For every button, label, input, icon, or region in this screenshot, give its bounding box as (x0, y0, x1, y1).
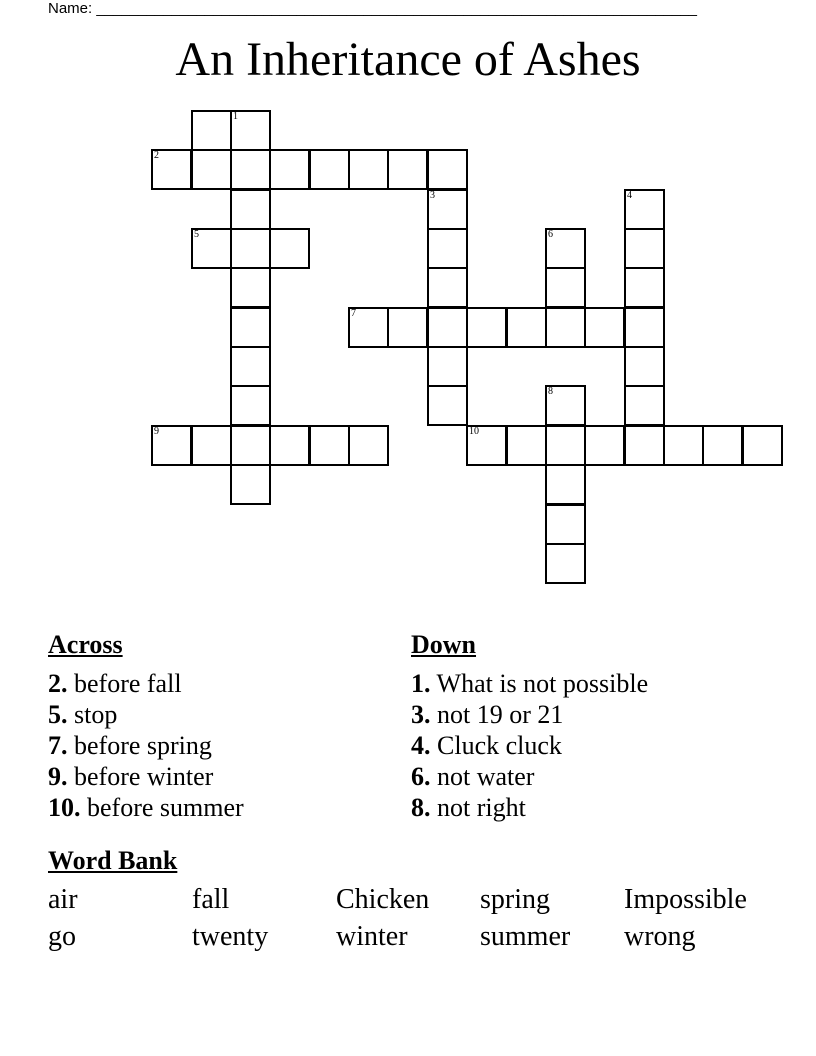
grid-cell[interactable] (545, 425, 586, 466)
word-bank-item: Impossible (624, 884, 747, 915)
grid-cell[interactable] (624, 385, 665, 426)
clue-number: 5. (48, 700, 68, 729)
clue-number: 7. (48, 731, 68, 760)
grid-cell[interactable] (230, 149, 271, 190)
clue-number: 10 (469, 426, 479, 437)
clue-number: 2. (48, 669, 68, 698)
grid-cell[interactable] (427, 228, 468, 269)
clue-text: What is not possible (430, 669, 649, 698)
across-clue (48, 761, 244, 792)
grid-cell[interactable] (309, 425, 350, 466)
grid-cell[interactable] (230, 425, 271, 466)
clue-number: 1 (233, 111, 238, 122)
grid-cell[interactable] (269, 228, 310, 269)
grid-cell[interactable] (191, 110, 232, 151)
grid-cell[interactable] (151, 425, 192, 466)
clue-number: 4. (411, 731, 431, 760)
grid-cell[interactable] (387, 149, 428, 190)
across-clue-list (48, 668, 244, 823)
grid-cell[interactable] (466, 307, 507, 348)
down-clue (411, 792, 648, 823)
across-clue (48, 668, 244, 699)
grid-cell[interactable] (230, 228, 271, 269)
grid-cell[interactable] (624, 228, 665, 269)
grid-cell[interactable] (506, 307, 547, 348)
word-bank-item: spring (480, 884, 550, 915)
down-clue (411, 699, 648, 730)
clue-text: Cluck cluck (430, 731, 562, 760)
clue-number: 6. (411, 762, 431, 791)
grid-cell[interactable] (230, 189, 271, 230)
grid-cell[interactable] (545, 307, 586, 348)
clue-text: stop (67, 700, 118, 729)
grid-cell[interactable] (230, 307, 271, 348)
across-clue (48, 730, 244, 761)
grid-cell[interactable] (545, 385, 586, 426)
grid-cell[interactable] (230, 385, 271, 426)
word-bank-heading: Word Bank (48, 846, 178, 875)
grid-cell[interactable] (191, 228, 232, 269)
grid-cell[interactable] (427, 346, 468, 387)
grid-cell[interactable] (348, 307, 389, 348)
grid-cell[interactable] (624, 189, 665, 230)
word-bank-item: air (48, 884, 78, 915)
grid-cell[interactable] (269, 149, 310, 190)
grid-cell[interactable] (466, 425, 507, 466)
across-clue (48, 792, 244, 823)
grid-cell[interactable] (427, 267, 468, 308)
grid-cell[interactable] (348, 149, 389, 190)
name-line[interactable]: Name: ________________________________________________________________________ (48, 0, 697, 17)
grid-cell[interactable] (309, 149, 350, 190)
word-bank-item: wrong (624, 921, 696, 952)
clue-text: before spring (67, 731, 212, 760)
clue-text: not right (430, 793, 526, 822)
grid-cell[interactable] (584, 307, 625, 348)
clue-number: 8 (548, 386, 553, 397)
grid-cell[interactable] (348, 425, 389, 466)
grid-cell[interactable] (545, 267, 586, 308)
down-heading: Down (411, 630, 477, 659)
grid-cell[interactable] (663, 425, 704, 466)
clue-number: 3 (430, 190, 435, 201)
down-clue (411, 668, 648, 699)
clue-text: before summer (80, 793, 244, 822)
clue-number: 9. (48, 762, 68, 791)
grid-cell[interactable] (702, 425, 743, 466)
grid-cell[interactable] (506, 425, 547, 466)
across-heading: Across (48, 630, 123, 659)
clue-text: not water (430, 762, 535, 791)
grid-cell[interactable] (624, 267, 665, 308)
word-bank-item: winter (336, 921, 408, 952)
clue-number: 4 (627, 190, 632, 201)
clue-number: 9 (154, 426, 159, 437)
word-bank-item: summer (480, 921, 571, 952)
word-bank-item: fall (192, 884, 230, 915)
grid-cell[interactable] (230, 464, 271, 505)
grid-cell[interactable] (624, 425, 665, 466)
word-bank-item: Chicken (336, 884, 430, 915)
down-clue-list (411, 668, 648, 823)
grid-cell[interactable] (191, 425, 232, 466)
grid-cell[interactable] (545, 504, 586, 545)
grid-cell[interactable] (191, 149, 232, 190)
clue-number: 2 (154, 150, 159, 161)
clue-number: 8. (411, 793, 431, 822)
grid-cell[interactable] (624, 307, 665, 348)
grid-cell[interactable] (624, 346, 665, 387)
grid-cell[interactable] (584, 425, 625, 466)
grid-cell[interactable] (269, 425, 310, 466)
grid-cell[interactable] (427, 307, 468, 348)
clue-number: 3. (411, 700, 431, 729)
word-bank-item: go (48, 921, 76, 952)
clue-text: before fall (67, 669, 182, 698)
clue-text: before winter (67, 762, 214, 791)
word-bank-item: twenty (192, 921, 269, 952)
clue-number: 6 (548, 229, 553, 240)
grid-cell[interactable] (427, 189, 468, 230)
grid-cell[interactable] (427, 385, 468, 426)
grid-cell[interactable] (742, 425, 783, 466)
grid-cell[interactable] (230, 110, 271, 151)
clue-text: not 19 or 21 (430, 700, 564, 729)
across-clue (48, 699, 244, 730)
grid-cell[interactable] (151, 149, 192, 190)
grid-cell[interactable] (545, 464, 586, 505)
down-clue (411, 761, 648, 792)
down-clue (411, 730, 648, 761)
puzzle-title: An Inheritance of Ashes (175, 33, 641, 86)
grid-cell[interactable] (230, 346, 271, 387)
grid-cell[interactable] (387, 307, 428, 348)
clue-number: 1. (411, 669, 431, 698)
clue-number: 7 (351, 308, 356, 319)
clue-number: 5 (194, 229, 199, 240)
grid-cell[interactable] (545, 543, 586, 584)
grid-cell[interactable] (230, 267, 271, 308)
grid-cell[interactable] (545, 228, 586, 269)
grid-cell[interactable] (427, 149, 468, 190)
clue-number: 10. (48, 793, 81, 822)
